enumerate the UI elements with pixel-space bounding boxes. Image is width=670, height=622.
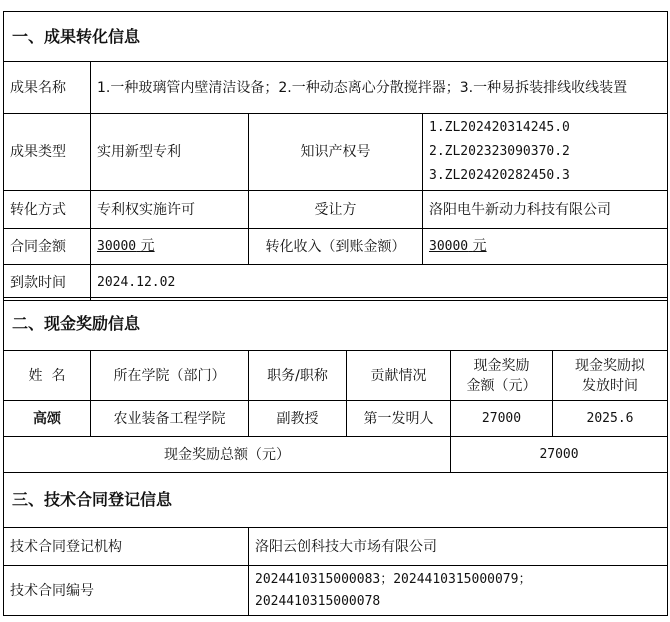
recipient-contribution: 第一发明人 <box>347 401 451 437</box>
transfer-method-value: 专利权实施许可 <box>91 191 249 229</box>
recipient-time: 2025.6 <box>553 401 668 437</box>
contract-number-line1: 2024410315000083；2024410315000079； <box>255 571 532 587</box>
ip-number-1: 1.ZL202420314245.0 <box>429 120 570 135</box>
transfer-method-label: 转化方式 <box>4 191 91 229</box>
achievement-name-value: 1.一种玻璃管内壁清洁设备；2.一种动态离心分散搅拌器；3.一种易拆装排线收线装置 <box>91 62 668 114</box>
contract-amount-unit: 元 <box>140 238 155 254</box>
header-amount-line1: 现金奖励 <box>473 357 530 374</box>
section3-title: 三、技术合同登记信息 <box>4 473 668 528</box>
header-college: 所在学院（部门） <box>91 351 249 401</box>
registration-org-label: 技术合同登记机构 <box>4 528 249 566</box>
payment-time-value: 2024.12.02 <box>91 265 668 301</box>
header-name: 姓 名 <box>4 351 91 401</box>
contract-amount-cell <box>91 229 249 265</box>
recipient-amount: 27000 <box>451 401 553 437</box>
header-position: 职务/职称 <box>249 351 347 401</box>
contract-amount-value: 30000 <box>97 239 137 254</box>
header-time-line2: 发放时间 <box>582 377 639 394</box>
header-amount-line2: 金额（元） <box>466 377 537 394</box>
achievement-type-value: 实用新型专利 <box>91 114 249 191</box>
contract-number-label: 技术合同编号 <box>4 566 249 616</box>
payment-time-label: 到款时间 <box>4 265 91 301</box>
achievement-type-label: 成果类型 <box>4 114 91 191</box>
header-time <box>553 351 668 401</box>
income-value: 30000 <box>429 239 469 254</box>
section1-title: 一、成果转化信息 <box>4 12 668 62</box>
achievement-table <box>3 11 668 301</box>
recipient-name: 高颂 <box>4 401 91 437</box>
contract-number-cell <box>249 566 668 616</box>
table-row <box>4 401 668 437</box>
reward-total-label: 现金奖励总额（元） <box>4 437 451 473</box>
header-time-line1: 现金奖励拟 <box>575 357 646 374</box>
assignee-label: 受让方 <box>249 191 423 229</box>
assignee-value: 洛阳电牛新动力科技有限公司 <box>423 191 668 229</box>
section2-title: 二、现金奖励信息 <box>4 298 668 351</box>
header-amount <box>451 351 553 401</box>
contract-amount-label: 合同金额 <box>4 229 91 265</box>
header-contribution: 贡献情况 <box>347 351 451 401</box>
achievement-name-label: 成果名称 <box>4 62 91 114</box>
ip-number-label: 知识产权号 <box>249 114 423 191</box>
recipient-college: 农业装备工程学院 <box>91 401 249 437</box>
income-cell <box>423 229 668 265</box>
recipient-position: 副教授 <box>249 401 347 437</box>
contract-table <box>3 472 668 616</box>
income-unit: 元 <box>472 238 487 254</box>
registration-org-value: 洛阳云创科技大市场有限公司 <box>249 528 668 566</box>
contract-number-line2: 2024410315000078 <box>255 593 381 609</box>
income-label: 转化收入（到账金额） <box>249 229 423 265</box>
ip-number-list <box>423 114 668 191</box>
reward-table <box>3 297 668 473</box>
ip-number-2: 2.ZL202323090370.2 <box>429 144 570 159</box>
reward-total-value: 27000 <box>451 437 668 473</box>
ip-number-3: 3.ZL202420282450.3 <box>429 168 570 183</box>
